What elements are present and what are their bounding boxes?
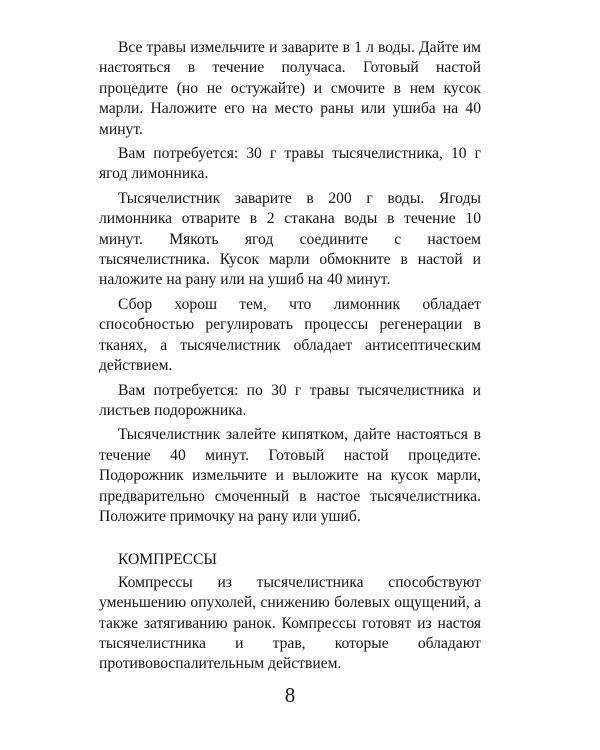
- section-heading: КОМПРЕССЫ: [118, 551, 217, 569]
- paragraph: Компрессы из тысячелистника способствуют уменьшению опухолей, снижению болевых ощущений, а также затягиванию ранок. Компрессы готовят из настоя тысячелистника и трав, которые обладают противовоспалительным действием.: [99, 573, 481, 673]
- page-body: [99, 38, 481, 679]
- paragraph: Тысячелистник залейте кипятком, дайте настояться в течение 40 минут. Готовый настой процедите. Подорожник измельчите и выложите на кусок марли, предварительно смоченный в настое тысячелистника. Положите примочку на рану или ушиб.: [99, 426, 481, 525]
- paragraph: Сбор хорош тем, что лимонник обладает способностью регулировать процессы регенерации в тканях, а тысячелистник обладает антисептическим действием.: [99, 295, 481, 375]
- paragraph: Тысячелистник заварите в 200 г воды. Ягоды лимонника отварите в 2 стакана воды в течение 10 минут. Мякоть ягод соедините с настоем тысячелистника. Кусок марли обмокните в настой и наложите на рану или на ушиб на 40 минут.: [99, 189, 481, 289]
- paragraph: Вам потребуется: по 30 г травы тысячелистника и листьев подорожника.: [99, 381, 481, 419]
- paragraph: Вам потребуется: 30 г травы тысячелистника, 10 г ягод лимонника.: [99, 145, 481, 183]
- page-number: 8: [284, 683, 296, 707]
- paragraph: Все травы измельчите и заварите в 1 л воды. Дайте им настояться в течение получаса. Готовый настой процедите (но не остужайте) и смочите в нем кусок марли. Наложите его на место раны или ушиба на 40 минут.: [99, 39, 481, 138]
